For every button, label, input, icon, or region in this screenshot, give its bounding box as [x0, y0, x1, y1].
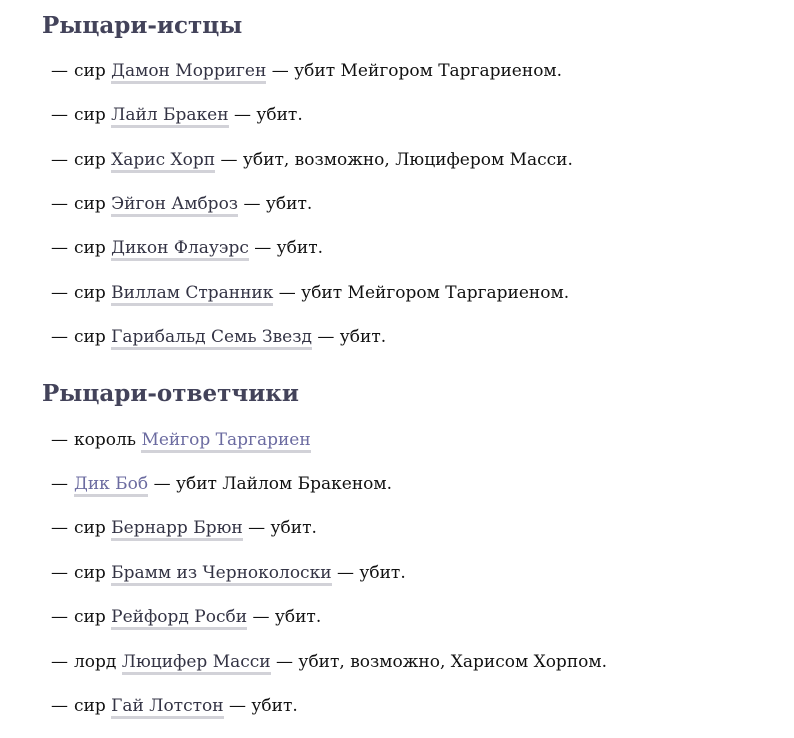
entry-prefix: сир [74, 283, 106, 303]
list-item [51, 651, 607, 673]
entry-suffix: — убит. [248, 518, 317, 538]
dash: — [51, 430, 68, 450]
entry-suffix: — убит. [233, 105, 303, 125]
list-item [51, 237, 323, 259]
knight-link[interactable]: Рейфорд Росби [111, 607, 247, 630]
entry-prefix: сир [74, 61, 106, 81]
list-item [51, 562, 406, 584]
knight-link[interactable]: Гай Лотстон [111, 696, 223, 719]
entry-suffix: — убит. [243, 194, 313, 214]
section-title-defendants: Рыцари-ответчики [42, 380, 299, 407]
section-title-plaintiffs: Рыцари-истцы [42, 12, 243, 39]
entry-prefix: лорд [74, 652, 117, 672]
list-item [51, 606, 321, 628]
entry-prefix: сир [74, 327, 106, 347]
dash: — [51, 150, 68, 170]
dash: — [51, 327, 68, 347]
dash: — [51, 607, 68, 627]
list-item [51, 104, 303, 126]
knight-link[interactable]: Дикон Флауэрс [111, 238, 249, 261]
entry-suffix: — убит. [252, 607, 322, 627]
list-item [51, 473, 392, 495]
list-item [51, 326, 386, 348]
knight-link[interactable]: Харис Хорп [111, 150, 215, 173]
knight-link[interactable]: Дамон Морриген [111, 61, 266, 84]
dash: — [51, 238, 68, 258]
entry-prefix: сир [74, 194, 106, 214]
list-item [51, 429, 311, 451]
dash: — [51, 518, 68, 538]
dash: — [51, 194, 68, 214]
entry-prefix: сир [74, 150, 106, 170]
knight-link[interactable]: Мейгор Таргариен [141, 430, 310, 453]
dash: — [51, 563, 68, 583]
knight-link[interactable]: Гарибальд Семь Звезд [111, 327, 312, 350]
knight-link[interactable]: Эйгон Амброз [111, 194, 238, 217]
dash: — [51, 474, 68, 494]
dash: — [51, 283, 68, 303]
knight-link[interactable]: Люцифер Масси [122, 652, 271, 675]
entry-prefix: сир [74, 518, 106, 538]
list-item [51, 282, 569, 304]
list-item [51, 60, 562, 82]
list-item [51, 193, 312, 215]
entry-prefix: король [74, 430, 137, 450]
entry-suffix: — убит Мейгором Таргариеном. [278, 283, 570, 303]
list-item [51, 695, 298, 717]
knight-link[interactable]: Брамм из Черноколоски [111, 563, 331, 586]
dash: — [51, 696, 68, 716]
entry-prefix: сир [74, 607, 106, 627]
entry-suffix: — убит. [317, 327, 387, 347]
dash: — [51, 652, 68, 672]
entry-suffix: — убит Мейгором Таргариеном. [271, 61, 563, 81]
entry-suffix: — убит. [254, 238, 324, 258]
entry-suffix: — убит. [336, 563, 406, 583]
knight-link[interactable]: Виллам Странник [111, 283, 273, 306]
entry-prefix: сир [74, 696, 106, 716]
entry-suffix: — убит, возможно, Люцифером Масси. [220, 150, 573, 170]
knight-link[interactable]: Лайл Бракен [111, 105, 228, 128]
knight-link[interactable]: Дик Боб [74, 474, 148, 497]
entry-suffix: — убит. [229, 696, 298, 716]
entry-suffix: — убит Лайлом Бракеном. [153, 474, 393, 494]
list-item [51, 517, 317, 539]
dash: — [51, 105, 68, 125]
knight-link[interactable]: Бернарр Брюн [111, 518, 243, 541]
list-item [51, 149, 573, 171]
entry-prefix: сир [74, 563, 106, 583]
entry-prefix: сир [74, 238, 106, 258]
entry-suffix: — убит, возможно, Харисом Хорпом. [276, 652, 608, 672]
dash: — [51, 61, 68, 81]
entry-prefix: сир [74, 105, 106, 125]
